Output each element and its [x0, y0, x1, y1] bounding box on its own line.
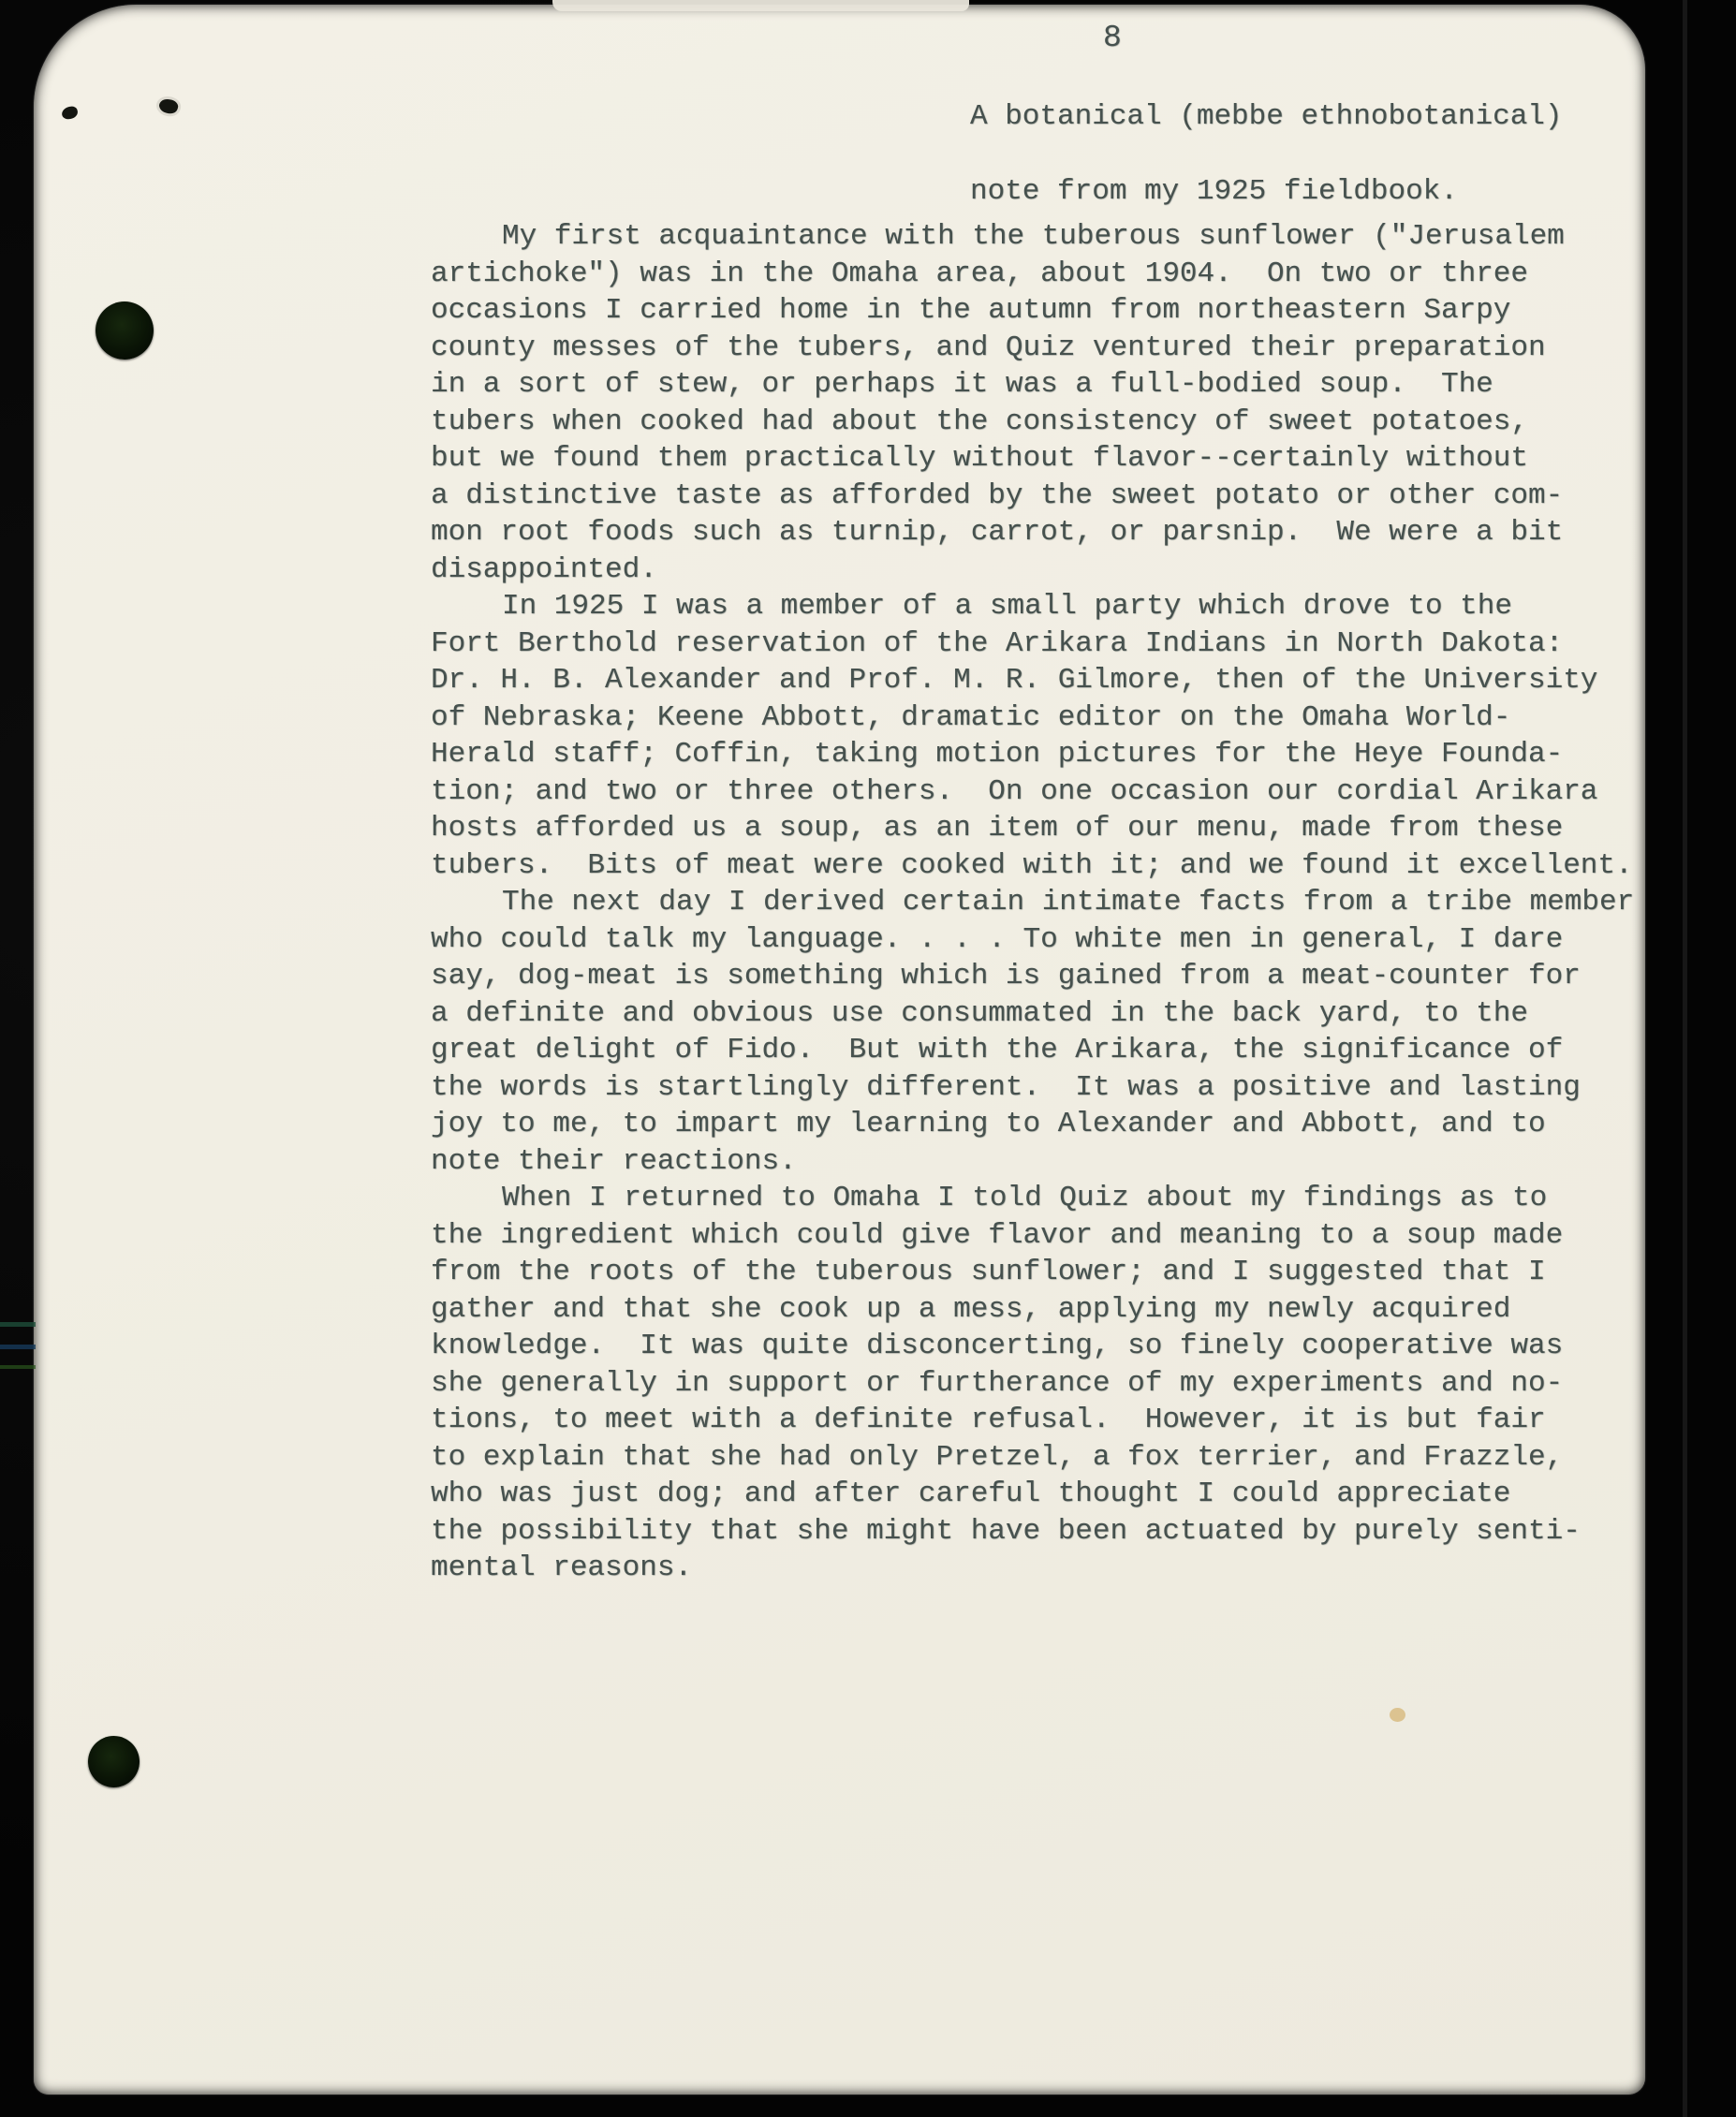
paper-stain: [1390, 1708, 1405, 1722]
text-line: mental reasons.: [431, 1551, 693, 1584]
text-line: occasions I carried home in the autumn from northeastern Sarpy: [431, 294, 1511, 327]
text-line: tubers when cooked had about the consistency of sweet potatoes,: [431, 404, 1528, 438]
text-line: tion; and two or three others. On one occasion our cordial Arikara: [431, 774, 1598, 808]
text-line: In 1925 I was a member of a small party which drove to the: [502, 590, 1512, 623]
text-line: disappointed.: [431, 552, 657, 586]
text-line: from the roots of the tuberous sunflower; and I suggested that I: [431, 1256, 1546, 1288]
text-line: tions, to meet with a definite refusal. However, it is but fair: [431, 1404, 1546, 1436]
text-line: hosts afforded us a soup, as an item of our menu, made from these: [431, 812, 1564, 845]
text-line: great delight of Fido. But with the Arikara, the significance of: [431, 1034, 1564, 1066]
scan-streak: [0, 1365, 36, 1369]
text-line: Fort Berthold reservation of the Arikara Indians in North Dakota:: [431, 626, 1564, 660]
text-line: the ingredient which could give flavor and meaning to a soup made: [431, 1218, 1564, 1252]
text-line: When I returned to Omaha I told Quiz about my findings as to: [502, 1182, 1548, 1214]
text-line: but we found them practically without flavor--certainly without: [431, 442, 1528, 475]
text-line: The next day I derived certain intimate facts from a tribe member: [502, 886, 1635, 919]
text-line: Dr. H. B. Alexander and Prof. M. R. Gilmore, then of the University: [431, 664, 1598, 697]
text-line: a distinctive taste as afforded by the sweet potato or other com-: [431, 478, 1564, 512]
text-line: artichoke") was in the Omaha area, about 1904. On two or three: [431, 257, 1528, 290]
text-line: the words is startlingly different. It was a positive and lasting: [431, 1070, 1581, 1104]
text-line: note their reactions.: [431, 1144, 797, 1178]
text-line: who could talk my language. . . . To white men in general, I dare: [431, 922, 1564, 956]
hole-punch-bottom: [88, 1736, 140, 1787]
text-line: Herald staff; Coffin, taking motion pictures for the Heye Founda-: [431, 738, 1564, 771]
text-line: of Nebraska; Keene Abbott, dramatic editor on the Omaha World-: [431, 700, 1511, 734]
text-line: to explain that she had only Pretzel, a fox terrier, and Frazzle,: [431, 1440, 1564, 1474]
text-line: knowledge. It was quite disconcerting, so finely cooperative was: [431, 1330, 1564, 1362]
text-line: in a sort of stew, or perhaps it was a full-bodied soup. The: [431, 368, 1493, 401]
text-line: tubers. Bits of meat were cooked with it; and we found it excellent.: [431, 848, 1633, 882]
text-line: the possibility that she might have been actuated by purely senti-: [431, 1514, 1581, 1548]
text-line: county messes of the tubers, and Quiz ventured their preparation: [431, 331, 1546, 364]
paper-sheet: [34, 5, 1645, 2095]
scan-streak: [0, 1345, 36, 1349]
note-heading-line1: A botanical (mebbe ethnobotanical): [970, 100, 1563, 133]
scan-edge-artifact: [1683, 0, 1687, 2117]
text-line: gather and that she cook up a mess, applying my newly acquired: [431, 1292, 1511, 1326]
note-heading: [970, 98, 1563, 211]
text-body: [431, 218, 1667, 1587]
text-line: mon root foods such as turnip, carrot, or parsnip. We were a bit: [431, 516, 1564, 549]
text-line: My first acquaintance with the tuberous sunflower ("Jerusalem: [502, 220, 1565, 253]
text-line: she generally in support or furtherance of my experiments and no-: [431, 1366, 1564, 1400]
text-line: say, dog-meat is something which is gained from a meat-counter for: [431, 960, 1581, 992]
scan-streak: [0, 1322, 36, 1327]
text-line: a definite and obvious use consummated in the back yard, to the: [431, 996, 1528, 1030]
page-number: 8: [1103, 21, 1123, 55]
note-heading-line2: note from my 1925 fieldbook.: [970, 175, 1458, 208]
text-line: joy to me, to impart my learning to Alexander and Abbott, and to: [431, 1108, 1546, 1140]
text-line: who was just dog; and after careful thought I could appreciate: [431, 1477, 1511, 1510]
scan-color-streaks: [0, 1318, 36, 1378]
torn-paper-edge: [552, 0, 969, 11]
hole-punch-top: [96, 301, 154, 360]
